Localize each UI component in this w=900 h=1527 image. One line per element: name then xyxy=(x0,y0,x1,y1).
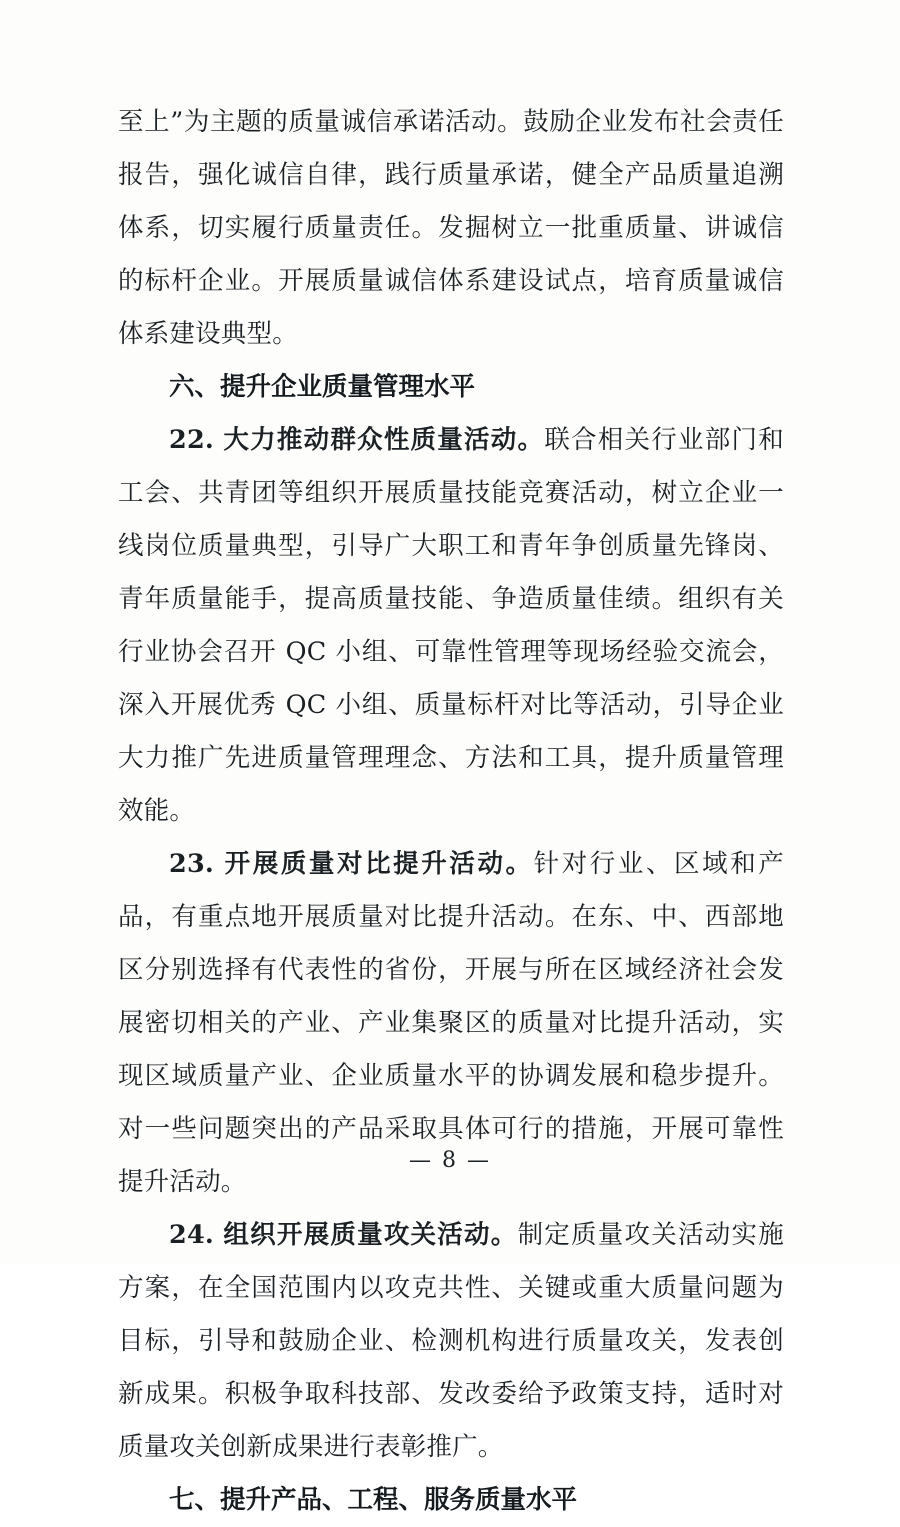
item-body-23: 针对行业、区域和产品，有重点地开展质量对比提升活动。在东、中、西部地区分别选择有代表性的省份，开展与所在区域经济社会发展密切相关的产业、产业集聚区的质量对比提升活动，实现区域质量产业、企业质量水平的协调发展和稳步提升。对一些问题突出的产品采取具体可行的措施，开展可靠性提升活动。 xyxy=(118,849,784,1197)
numbered-item-24 xyxy=(118,1209,784,1474)
page-number: — 8 — xyxy=(409,1148,491,1173)
paragraph-continuation: 至上”为主题的质量诚信承诺活动。鼓励企业发布社会责任报告，强化诚信自律，践行质量承诺，健全产品质量追溯体系，切实履行质量责任。发掘树立一批重质量、讲诚信的标杆企业。开展质量诚信体系建设试点，培育质量诚信体系建设典型。 xyxy=(118,107,784,349)
section-heading-six: 六、提升企业质量管理水平 xyxy=(169,372,476,402)
item-lead-23: 开展质量对比提升活动。 xyxy=(224,849,534,879)
page-content xyxy=(118,96,784,1527)
numbered-item-22 xyxy=(118,414,784,838)
item-number-24: 24. xyxy=(169,1220,214,1250)
item-body-24: 制定质量攻关活动实施方案，在全国范围内以攻克共性、关键或重大质量问题为目标，引导和鼓励企业、检测机构进行质量攻关，发表创新成果。积极争取科技部、发改委给予政策支持，适时对质量攻关创新成果进行表彰推广。 xyxy=(118,1220,784,1462)
item-number-23: 23. xyxy=(169,849,214,879)
section-heading-seven: 七、提升产品、工程、服务质量水平 xyxy=(169,1485,578,1515)
item-number-22: 22. xyxy=(169,425,214,455)
item-lead-24: 组织开展质量攻关活动。 xyxy=(223,1220,518,1250)
item-body-22: 联合相关行业部门和工会、共青团等组织开展质量技能竞赛活动，树立企业一线岗位质量典型，引导广大职工和青年争创质量先锋岗、青年质量能手，提高质量技能、争造质量佳绩。组织有关行业协会召开 QC 小组、可靠性管理等现场经验交流会，深入开展优秀 QC 小组、质量标杆对比等活动，引导企业大力推广先进质量管理理念、方法和工具，提升质量管理效能。 xyxy=(118,425,784,826)
item-lead-22: 大力推动群众性质量活动。 xyxy=(223,425,545,455)
